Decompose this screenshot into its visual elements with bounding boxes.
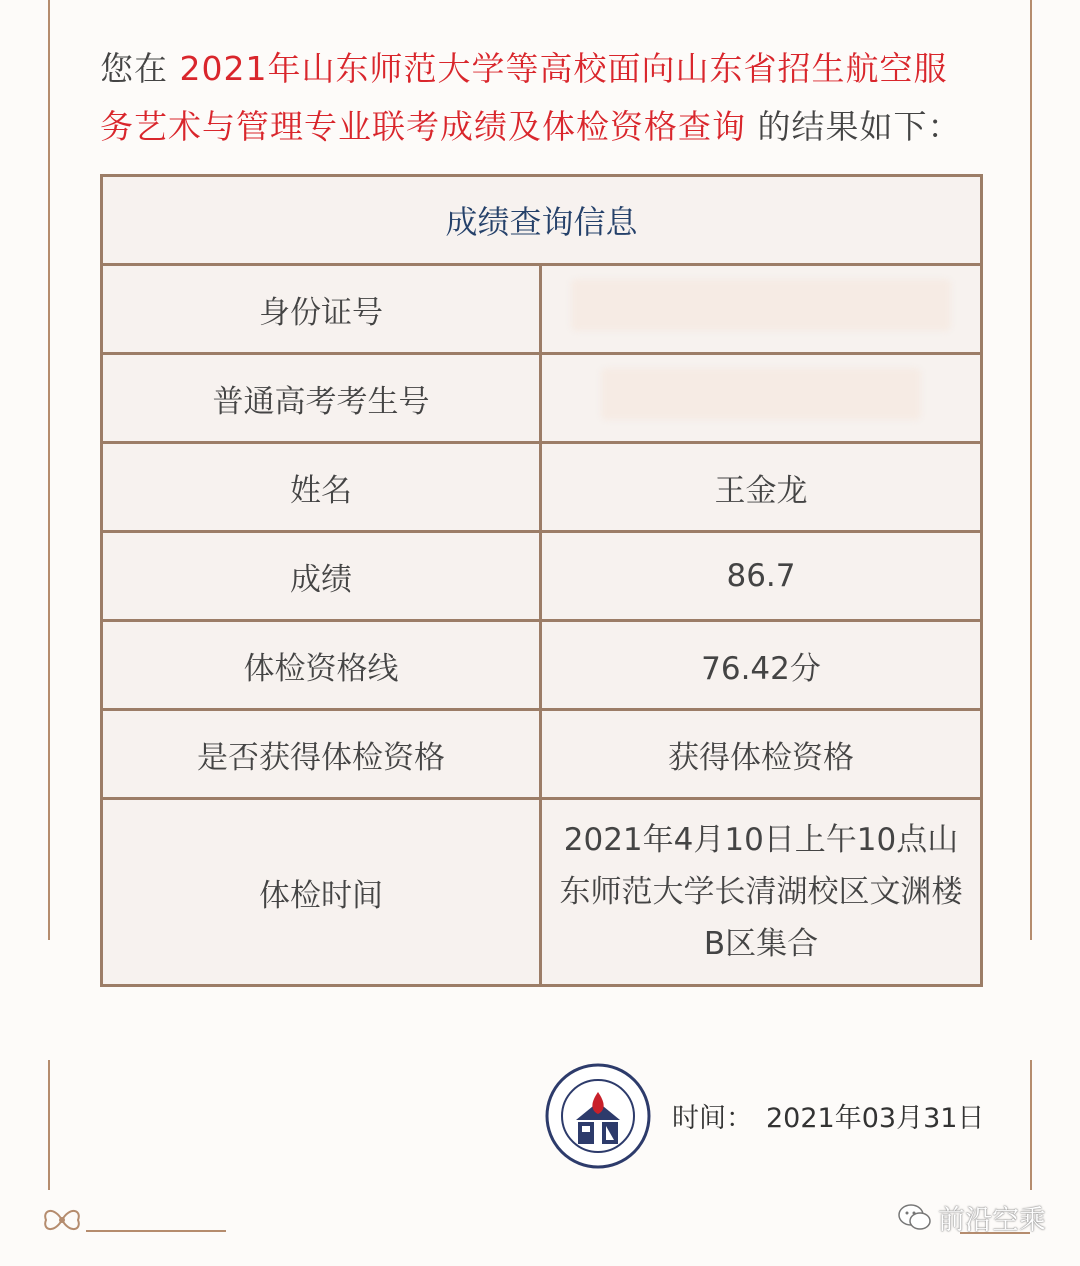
deco-line-right-top [1030,0,1032,940]
qualification-line-label: 体检资格线 [102,621,541,710]
id-number-label: 身份证号 [102,265,541,354]
flourish-ornament-icon [40,1202,84,1238]
exam-number-value [541,354,982,443]
deco-line-left-top [48,0,50,940]
exam-time-label: 体检时间 [102,799,541,986]
qualified-label: 是否获得体检资格 [102,710,541,799]
university-seal-icon [544,1062,652,1170]
exam-time-value: 2021年4月10日上午10点山东师范大学长清湖校区文渊楼B区集合 [559,822,963,962]
table-row [102,799,982,986]
deco-line-bottom-left [86,1230,226,1232]
redacted-value [571,279,951,331]
name-label: 姓名 [102,443,541,532]
score-value: 86.7 [541,532,982,621]
footer [544,1062,1004,1182]
table-row [102,265,982,354]
score-result-table [100,174,983,987]
deco-line-left-bottom [48,1060,50,1190]
query-title-highlight: 2021年山东师范大学等高校面向山东省招生航空服务艺术与管理专业联考成绩及体检资格查询 [100,49,948,146]
intro-prefix: 您在 [100,49,168,88]
table-row [102,621,982,710]
deco-line-right-bottom [1030,1060,1032,1190]
intro-text [100,40,980,156]
time-label: 时间： [672,1103,753,1134]
qualification-line-value: 76.42分 [541,621,982,710]
qualified-value: 获得体检资格 [541,710,982,799]
intro-suffix: 的结果如下： [757,107,962,146]
exam-number-label: 普通高考考生号 [102,354,541,443]
table-row [102,443,982,532]
table-row [102,532,982,621]
time-value: 2021年03月31日 [766,1103,985,1134]
table-title: 成绩查询信息 [102,176,982,265]
exam-time-cell [541,799,982,986]
redacted-value [601,368,921,420]
watermark [898,1198,1046,1237]
watermark-text: 前沿空乘 [938,1205,1046,1236]
table-row [102,710,982,799]
name-value: 王金龙 [541,443,982,532]
id-number-value [541,265,982,354]
table-row [102,354,982,443]
wechat-icon [898,1203,932,1233]
score-label: 成绩 [102,532,541,621]
